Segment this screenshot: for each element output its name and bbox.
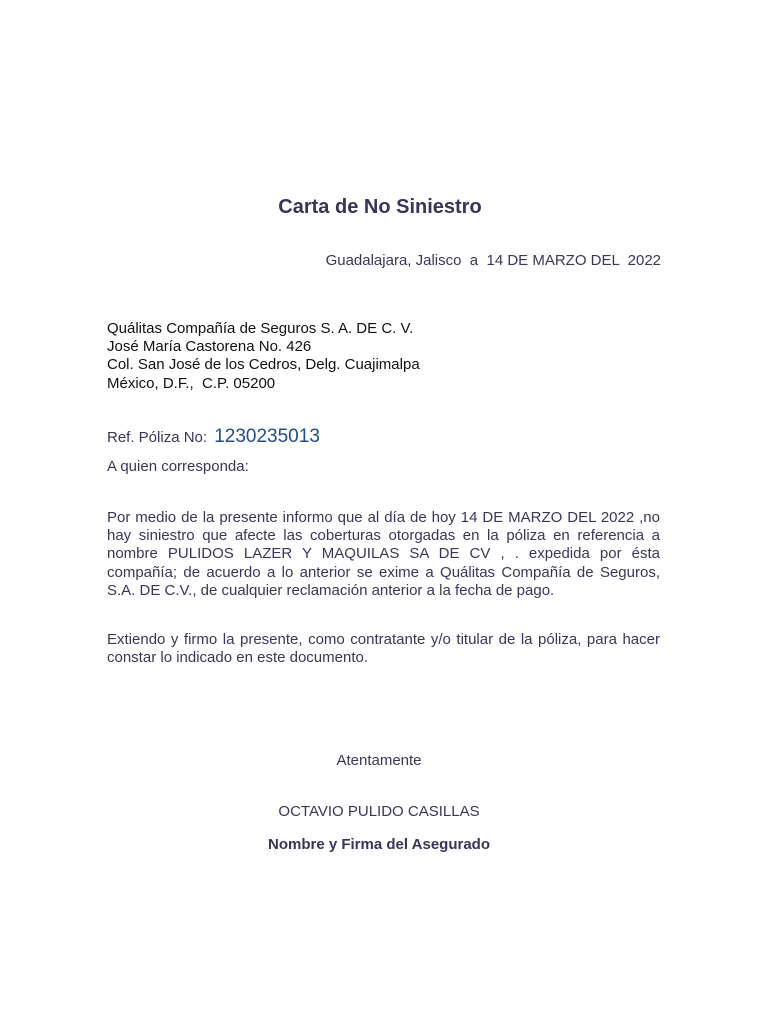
closing: Atentamente bbox=[336, 752, 422, 769]
greeting: A quien corresponda: bbox=[107, 458, 249, 475]
body-paragraph-1: Por medio de la presente informo que al día de hoy 14 DE MARZO DEL 2022 ,no hay siniestro que afecte las coberturas otorgadas en la póliza en referencia a nombre PULIDOS LAZER Y MAQUILAS SA DE CV , . expedida por ésta compañía; de acuerdo a lo anterior se exime a Quálitas Compañía de Seguros, S.A. DE C.V., de cualquier reclamación anterior a la fecha de pago. bbox=[107, 509, 660, 599]
recipient-company: Quálitas Compañía de Seguros S. A. DE C. V. bbox=[107, 320, 414, 337]
policy-reference-label: Ref. Póliza No: bbox=[107, 429, 208, 446]
recipient-street: José María Castorena No. 426 bbox=[107, 338, 312, 356]
policy-reference bbox=[107, 426, 320, 448]
recipient-address bbox=[107, 320, 420, 393]
recipient-city-postal: México, D.F., C.P. 05200 bbox=[107, 374, 276, 392]
recipient-neighborhood: Col. San José de los Cedros, Delg. Cuajimalpa bbox=[107, 356, 420, 374]
body-paragraph-2: Extiendo y firmo la presente, como contratante y/o titular de la póliza, para hacer constar lo indicado en este documento. bbox=[107, 631, 660, 667]
document-title: Carta de No Siniestro bbox=[278, 196, 482, 218]
signature-label: Nombre y Firma del Asegurado bbox=[268, 836, 490, 853]
place-and-date: Guadalajara, Jalisco a 14 DE MARZO DEL 2022 bbox=[325, 252, 661, 269]
policy-number: 1230235013 bbox=[214, 426, 320, 447]
signer-name: OCTAVIO PULIDO CASILLAS bbox=[278, 803, 480, 820]
